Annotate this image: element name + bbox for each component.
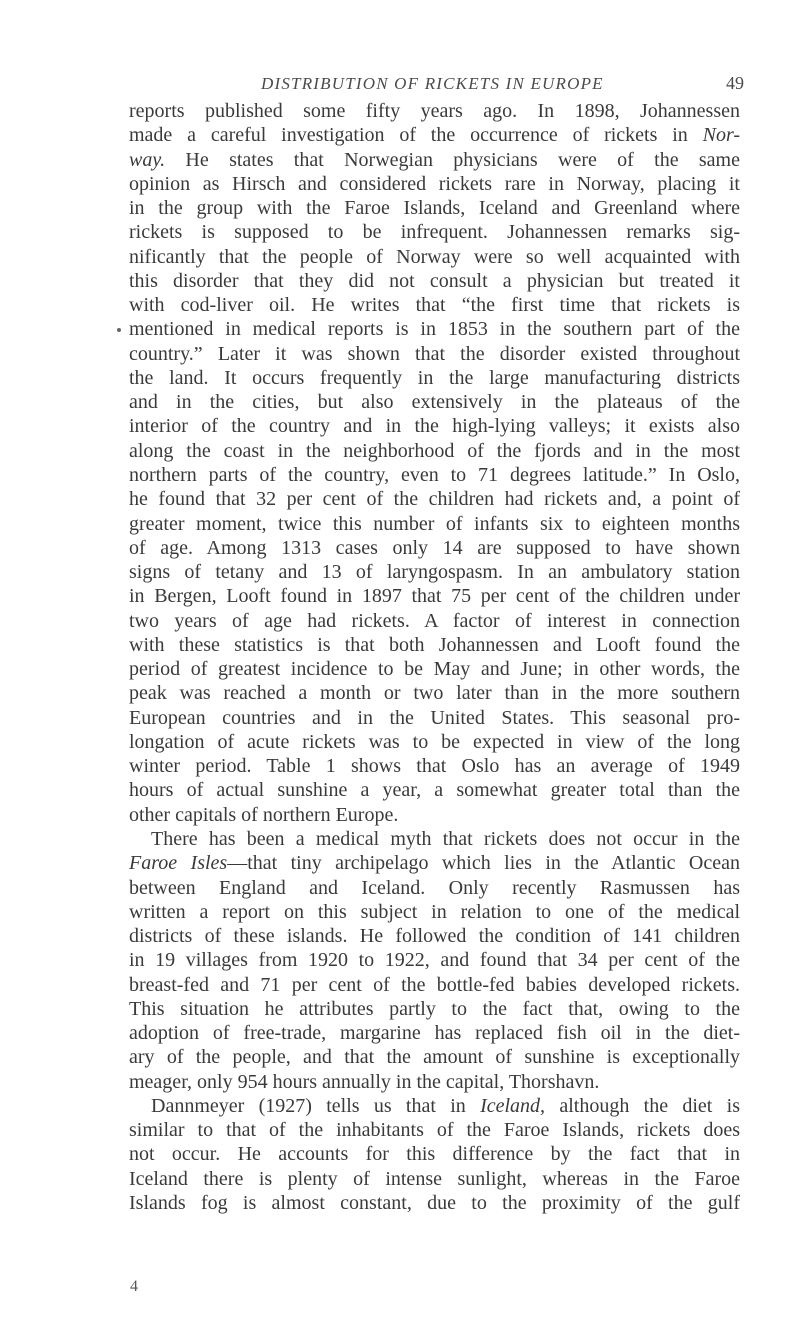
- text-line: with these statistics is that both Johannessen and Looft found the: [129, 633, 740, 656]
- text-line: This situation he attributes partly to the fact that, owing to the: [129, 997, 740, 1020]
- text-line: in the group with the Faroe Islands, Iceland and Greenland where: [129, 197, 740, 220]
- signature-mark: 4: [130, 1278, 138, 1295]
- text-line: period of greatest incidence to be May and June; in other words, the: [129, 658, 740, 681]
- text-line: Islands fog is almost constant, due to the proximity of the gulf: [129, 1191, 740, 1214]
- text-line: greater moment, twice this number of infants six to eighteen months: [129, 512, 740, 535]
- running-title: DISTRIBUTION OF RICKETS IN EUROPE: [261, 74, 604, 93]
- text-line: in Bergen, Looft found in 1897 that 75 per cent of the children under: [129, 585, 740, 608]
- text-line: breast-fed and 71 per cent of the bottle-fed babies developed rickets.: [129, 973, 740, 996]
- text-line: Dannmeyer (1927) tells us that in Iceland, although the diet is: [151, 1094, 740, 1117]
- text-line: of age. Among 1313 cases only 14 are supposed to have shown: [129, 536, 740, 559]
- text-line: made a careful investigation of the occurrence of rickets in Nor-: [129, 124, 740, 147]
- text-line: interior of the country and in the high-lying valleys; it exists also: [129, 415, 740, 438]
- text-line: mentioned in medical reports is in 1853 in the southern part of the: [129, 318, 740, 341]
- text-line: meager, only 954 hours annually in the capital, Thorshavn.: [129, 1070, 600, 1093]
- text-line: in 19 villages from 1920 to 1922, and found that 34 per cent of the: [129, 949, 740, 972]
- text-line: reports published some fifty years ago. In 1898, Johannessen: [129, 100, 740, 122]
- text-line: signs of tetany and 13 of laryngospasm. In an ambulatory station: [129, 561, 740, 584]
- text-line: the land. It occurs frequently in the large manufacturing districts: [129, 366, 740, 389]
- text-line: similar to that of the inhabitants of the Faroe Islands, rickets does: [129, 1119, 740, 1142]
- text-line: ary of the people, and that the amount of sunshine is exceptionally: [129, 1046, 740, 1069]
- text-line: with cod-liver oil. He writes that “the first time that rickets is: [129, 294, 740, 317]
- text-line: written a report on this subject in relation to one of the medical: [129, 900, 740, 923]
- text-line: winter period. Table 1 shows that Oslo has an average of 1949: [129, 755, 740, 778]
- text-line: districts of these islands. He followed the condition of 141 children: [129, 925, 740, 948]
- margin-mark: [117, 328, 121, 332]
- text-line: rickets is supposed to be infrequent. Johannessen remarks sig-: [129, 221, 740, 244]
- text-line: he found that 32 per cent of the children had rickets and, a point of: [129, 488, 740, 511]
- text-line: two years of age had rickets. A factor of interest in connection: [129, 609, 740, 632]
- text-line: adoption of free-trade, margarine has replaced fish oil in the diet-: [129, 1022, 740, 1045]
- text-line: way. He states that Norwegian physicians were of the same: [129, 148, 740, 171]
- text-line: opinion as Hirsch and considered rickets rare in Norway, placing it: [129, 172, 740, 195]
- text-line: European countries and in the United States. This seasonal pro-: [129, 706, 740, 729]
- text-line: There has been a medical myth that rickets does not occur in the: [151, 827, 740, 850]
- text-line: Faroe Isles—that tiny archipelago which lies in the Atlantic Ocean: [129, 852, 740, 875]
- text-line: northern parts of the country, even to 71 degrees latitude.” In Oslo,: [129, 463, 740, 486]
- page-number: 49: [726, 73, 744, 93]
- text-line: between England and Iceland. Only recently Rasmussen has: [129, 876, 740, 899]
- text-line: nificantly that the people of Norway were so well acquainted with: [129, 245, 740, 268]
- text-line: peak was reached a month or two later than in the more southern: [129, 682, 740, 705]
- text-line: Iceland there is plenty of intense sunlight, whereas in the Faroe: [129, 1167, 740, 1190]
- text-line: country.” Later it was shown that the disorder existed throughout: [129, 342, 740, 365]
- text-line: this disorder that they did not consult a physician but treated it: [129, 269, 740, 292]
- body-text: [129, 99, 740, 1215]
- text-line: other capitals of northern Europe.: [129, 803, 399, 826]
- text-line: along the coast in the neighborhood of the fjords and in the most: [129, 439, 740, 462]
- text-line: hours of actual sunshine a year, a somewhat greater total than the: [129, 779, 740, 802]
- text-line: and in the cities, but also extensively in the plateaus of the: [129, 391, 740, 414]
- text-line: not occur. He accounts for this difference by the fact that in: [129, 1143, 740, 1166]
- text-line: longation of acute rickets was to be expected in view of the long: [129, 730, 740, 753]
